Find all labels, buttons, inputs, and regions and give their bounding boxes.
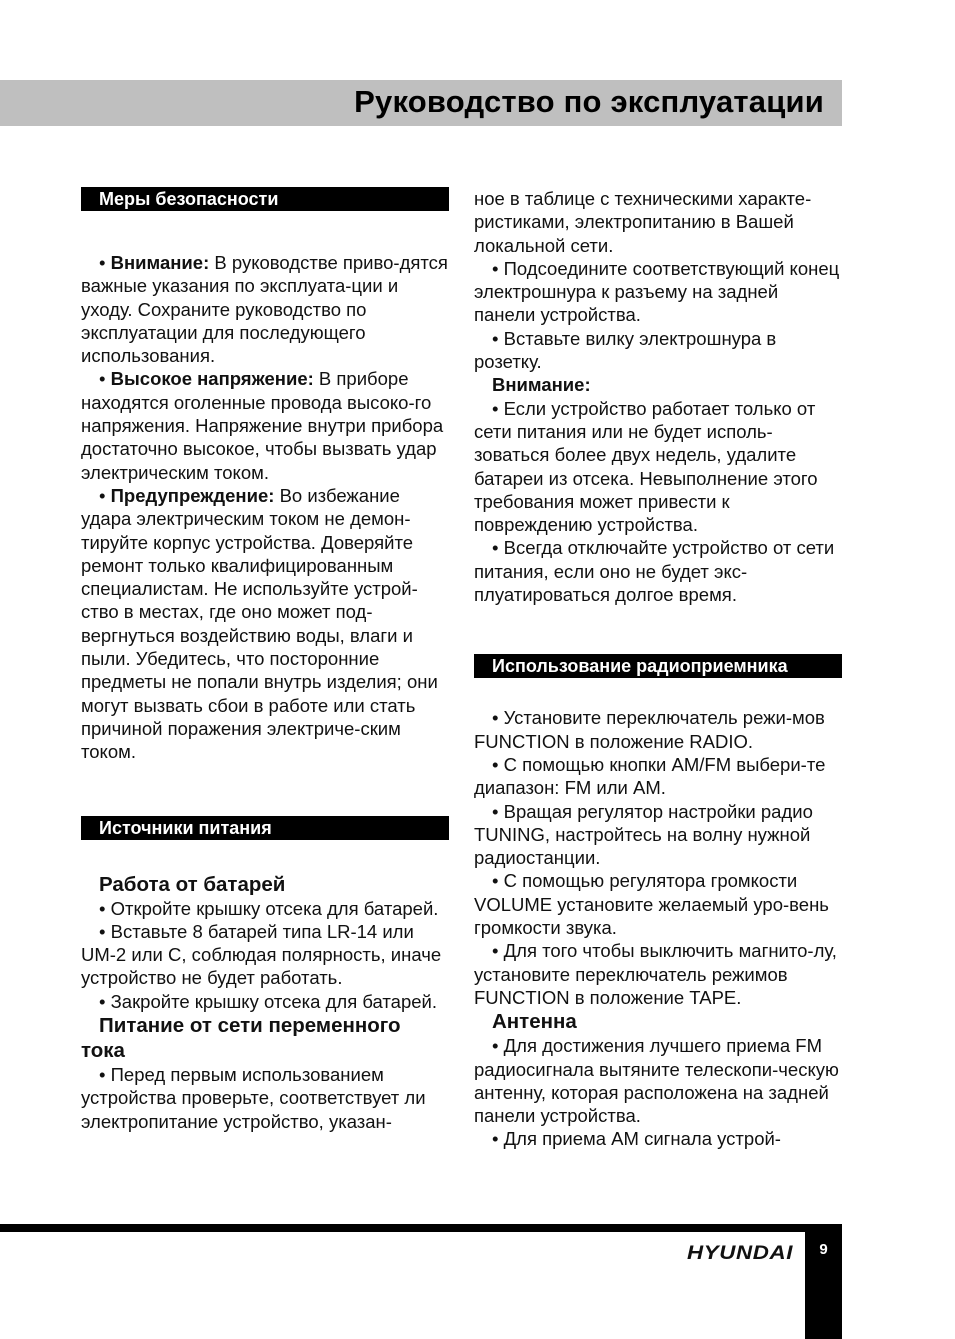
bullet-icon: • (492, 537, 499, 559)
bullet-icon: • (492, 327, 499, 349)
warning-label: Внимание: (110, 252, 210, 273)
list-item (81, 1063, 449, 1133)
list-item-text: Вставьте вилку электрошнура в розетку. (474, 327, 777, 373)
section-heading-power: Источники питания (81, 816, 449, 840)
page-number-box (805, 1224, 842, 1339)
high-voltage-label: Высокое напряжение: (110, 368, 314, 390)
bullet-icon: • (492, 257, 499, 279)
header-band (0, 80, 842, 126)
list-item (474, 397, 842, 537)
list-item (474, 1034, 842, 1127)
list-item-text: Закройте крышку отсека для батарей. (110, 990, 438, 1012)
high-voltage-text: В приборе находятся оголенные провода высоко-го напряжения. Напряжение внутри прибора достаточно высокое, чтобы вызвать удар электрическим током. (81, 368, 444, 483)
paragraph-continued: ное в таблице с техническими характе-ристиками, электропитанию в Вашей локальной сети. (474, 188, 812, 256)
list-item-text: Для приема AM сигнала устрой- (503, 1128, 781, 1150)
page-title: Руководство по эксплуатации (354, 84, 824, 119)
right-column (474, 187, 842, 1151)
list-item-text: С помощью кнопки AM/FM выбери-те диапазон: FM или AM. (474, 753, 826, 799)
list-item (474, 257, 842, 327)
list-item-text: Для достижения лучшего приема FM радиосигнала вытяните телескопи-ческую антенну, которая расположена на задней панели устройства. (474, 1035, 839, 1127)
subheading-ac-power: Питание от сети переменного тока (81, 1014, 401, 1063)
list-item-text: Вставьте 8 батарей типа LR-14 или UM-2 или C, соблюдая полярность, иначе устройство не будет работать. (81, 920, 442, 989)
bullet-icon: • (99, 990, 106, 1012)
bullet-icon: • (99, 252, 106, 273)
caution-text: Во избежание удара электрическим током не демон-тируйте корпус устройства. Доверяйте ремонт только квалифицированным специалистам. Не используйте устрой-ство в местах, где оно может под-вергнуться воздействию воды, влаги и пыли. Убедитесь, что посторонние предметы не попали внутрь изделия; они могут вызвать сбои в работе или стать причиной поражения электриче-ским током. (81, 484, 438, 763)
section-heading-safety: Меры безопасности (81, 187, 449, 211)
footer-rule (0, 1224, 842, 1232)
list-item-text: Откройте крышку отсека для батарей. (110, 897, 439, 919)
bullet-icon: • (99, 1064, 106, 1086)
warning-text: В руководстве приво-дятся важные указания по эксплуата-ции и уходу. Сохраните руководство по эксплуатации для последующего использования. (81, 252, 448, 367)
bullet-icon: • (99, 484, 106, 506)
paragraph-warning (81, 251, 449, 367)
bullet-icon: • (492, 800, 499, 822)
list-item-text: Всегда отключайте устройство от сети питания, если оно не будет экс-плуатироваться долгое время. (474, 537, 835, 606)
bullet-icon: • (492, 753, 499, 775)
list-item (474, 753, 842, 800)
bullet-icon: • (99, 368, 106, 390)
list-item (474, 1127, 842, 1150)
bullet-icon: • (99, 897, 106, 919)
list-item (81, 920, 449, 990)
bullet-icon: • (492, 1035, 499, 1057)
page-number: 9 (819, 1241, 828, 1258)
list-item-text: Для того чтобы выключить магнито-лу, установите переключатель режимов FUNCTION в положение TAPE. (474, 940, 837, 1008)
bullet-icon: • (492, 1128, 499, 1150)
bullet-icon: • (492, 397, 499, 419)
list-item-text: Перед первым использованием устройства проверьте, соответствует ли электропитание устройство, указан- (81, 1064, 426, 1132)
list-item (474, 869, 842, 939)
subheading-antenna: Антенна (492, 1010, 577, 1034)
left-column (81, 187, 449, 1133)
paragraph-caution (81, 484, 449, 764)
section-heading-radio: Использование радиоприемника (474, 654, 842, 678)
caution-label: Предупреждение: (110, 484, 275, 506)
list-item (474, 706, 842, 753)
paragraph-high-voltage (81, 367, 449, 483)
list-item (474, 327, 842, 374)
list-item-text: Вращая регулятор настройки радио TUNING, настройтесь на волну нужной радиостанции. (474, 800, 813, 869)
subheading-battery: Работа от батарей (99, 872, 286, 896)
list-item-text: С помощью регулятора громкости VOLUME установите желаемый уро-вень громкости звука. (474, 870, 829, 939)
list-item (474, 800, 842, 870)
list-item (81, 897, 449, 920)
attention-label: Внимание: (492, 374, 591, 396)
list-item-text: Установите переключатель режи-мов FUNCTION в положение RADIO. (474, 707, 825, 752)
list-item (474, 536, 842, 606)
brand-wordmark: HYUNDAI (687, 1243, 794, 1263)
list-item (474, 939, 842, 1009)
bullet-icon: • (492, 870, 499, 892)
list-item-text: Подсоедините соответствующий конец электрошнура к разъему на задней панели устройства. (474, 257, 840, 326)
bullet-icon: • (492, 707, 499, 729)
list-item-text: Если устройство работает только от сети питания или не будет исполь-зоваться более двух недель, удалите батареи из отсека. Невыполнение этого требования может привести к повреждению устройства. (474, 397, 818, 536)
hyundai-logo (687, 1241, 795, 1263)
list-item (81, 990, 449, 1013)
bullet-icon: • (492, 940, 499, 962)
bullet-icon: • (99, 920, 106, 942)
